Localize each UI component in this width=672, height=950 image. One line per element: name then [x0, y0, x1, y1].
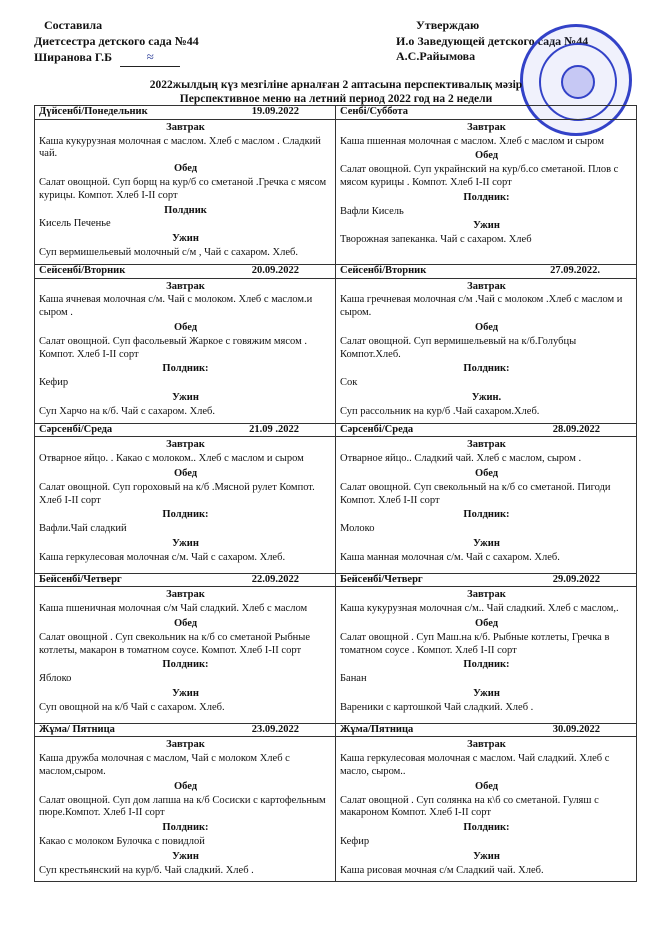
breakfast-text: Отварное яйцо.. Сладкий чай. Хлеб с маслом, сыром .	[340, 453, 582, 465]
breakfast-label: Завтрак	[166, 280, 205, 292]
compiled-name: Ширанова Г.Б	[34, 50, 113, 65]
breakfast-label: Завтрак	[166, 121, 205, 133]
day-header	[336, 574, 636, 588]
day-cell-left	[35, 264, 336, 423]
breakfast-label: Завтрак	[467, 280, 506, 292]
lunch-text: Салат овощной. Суп борщ на кур/б со сметаной .Гречка с мясом курицы. Компот. Хлеб I-II сорт	[39, 176, 327, 201]
snack-text: Сок	[340, 377, 358, 389]
menu-row	[35, 106, 637, 265]
lunch-text: Салат овощной . Суп солянка на к\б со сметаной. Гуляш с макароном Компот. Хлеб I-II сорт	[340, 794, 599, 819]
lunch-label: Обед	[474, 467, 499, 479]
snack-text: Кефир	[340, 835, 370, 847]
snack-label: Полдник:	[463, 191, 510, 203]
snack-text: Банан	[340, 673, 367, 685]
approved-name: А.С.Райымова	[396, 49, 476, 64]
lunch-label: Обед	[173, 780, 198, 792]
day-date: 19.09.2022	[251, 106, 299, 117]
compiled-position: Диетсестра детского сада №44	[34, 33, 199, 48]
dinner-label: Ужин.	[471, 391, 502, 403]
day-header	[35, 574, 335, 588]
breakfast-text: Каша геркулесовая молочная с маслом. Чай сладкий. Хлеб с масло, сыром..	[340, 753, 610, 777]
snack-label: Полдник:	[162, 363, 209, 375]
breakfast-label: Завтрак	[467, 589, 506, 601]
day-date: 29.09.2022	[552, 573, 600, 585]
dinner-label: Ужин	[172, 850, 199, 862]
snack-text: Яблоко	[39, 673, 72, 685]
dinner-text: Суп вермишельевый молочный с/м , Чай с сахаром. Хлеб.	[39, 246, 298, 258]
breakfast-label: Завтрак	[467, 739, 506, 751]
snack-label: Полдник:	[162, 822, 209, 834]
breakfast-text: Каша гречневая молочная с/м .Чай с молоком .Хлеб с маслом и сыром.	[340, 294, 623, 319]
dinner-text: Суп крестьянский на кур/б. Чай сладкий. Хлеб .	[39, 864, 254, 876]
day-date: 28.09.2022	[552, 423, 600, 435]
day-cell-right	[336, 573, 637, 723]
dinner-text: Каша рисовая мочная с/м Сладкий чай. Хлеб.	[340, 864, 544, 876]
header-left	[34, 18, 199, 67]
snack-label: Полдник:	[463, 509, 510, 521]
day-cell-right	[336, 723, 637, 882]
day-cell-left	[35, 723, 336, 882]
day-name: Жұма/ Пятница	[39, 723, 115, 735]
menu-row	[35, 573, 637, 723]
dinner-label: Ужин	[473, 220, 500, 232]
breakfast-text: Каша ячневая молочная с/м. Чай с молоком. Хлеб с маслом.и сыром .	[39, 294, 313, 319]
day-name: Бейсенбі/Четверг	[39, 573, 122, 585]
day-header	[35, 106, 335, 120]
lunch-label: Обед	[173, 617, 198, 629]
lunch-label: Обед	[173, 467, 198, 479]
day-date: 21.09 .2022	[249, 423, 299, 435]
snack-text: Вафли Кисель	[340, 205, 404, 217]
day-cell-right	[336, 106, 637, 265]
approved-position: И.о Заведующей детского сада №44	[396, 33, 589, 48]
lunch-label: Обед	[474, 617, 499, 629]
day-date: 23.09.2022	[251, 723, 299, 735]
dinner-label: Ужин	[473, 850, 500, 862]
lunch-text: Салат овощной. Суп украйнский на кур/б.со сметаной. Плов с мясом курицы . Компот. Хлеб I-II сорт	[340, 164, 619, 188]
snack-label: Полдник	[164, 204, 207, 216]
dinner-label: Ужин	[172, 233, 199, 245]
snack-text: Вафли.Чай сладкий	[39, 523, 127, 535]
snack-label: Полдник:	[162, 659, 209, 671]
menu-row	[35, 723, 637, 882]
day-header	[336, 106, 636, 120]
lunch-text: Салат овощной . Суп свекольник на к/б со сметаной Рыбные котлеты, макарон в томатном соусе. Компот. Хлеб I-II сорт	[39, 631, 311, 656]
day-cell-right	[336, 423, 637, 573]
compiled-name-line	[34, 49, 199, 67]
dinner-text: Каша манная молочная с/м. Чай с сахаром. Хлеб.	[340, 551, 560, 563]
day-name: Сенбі/Суббота	[340, 106, 408, 117]
title-kz: 2022жылдың күз мезгіліне арналған 2 аптасына перспективалық мәзір	[149, 79, 523, 91]
day-name: Сәрсенбі/Среда	[340, 423, 414, 435]
lunch-label: Обед	[474, 321, 499, 333]
day-cell-left	[35, 573, 336, 723]
menu-row	[35, 423, 637, 573]
breakfast-label: Завтрак	[166, 439, 205, 451]
lunch-text: Салат овощной. Суп дом лапша на к/б Сосиски с картофельным пюре.Компот. Хлеб I-II сорт	[39, 794, 326, 819]
snack-label: Полдник:	[463, 659, 510, 671]
snack-text: Кисель Печенье	[39, 218, 111, 230]
dinner-text: Суп рассольник на кур/б .Чай сахаром.Хлеб.	[340, 405, 540, 417]
day-header	[336, 424, 636, 438]
day-header	[35, 424, 335, 438]
day-name: Сейсенбі/Вторник	[39, 264, 126, 276]
lunch-label: Обед	[173, 321, 198, 333]
day-header	[35, 724, 335, 738]
day-header	[336, 724, 636, 738]
title-ru: Перспективное меню на летний период 2022 год на 2 недели	[179, 93, 493, 105]
lunch-text: Салат овощной. Суп свекольный на к/б со сметаной. Пигоди Компот. Хлеб I-II сорт	[340, 481, 611, 506]
snack-text: Молоко	[340, 523, 375, 535]
signature-icon: ≈	[120, 49, 180, 67]
day-cell-left	[35, 106, 336, 265]
approved-title: Утверждаю	[416, 18, 480, 32]
day-name: Дүйсенбі/Понедельник	[39, 106, 148, 117]
day-date: 30.09.2022	[552, 723, 600, 735]
day-name: Сәрсенбі/Среда	[39, 423, 113, 435]
breakfast-text: Каша кукурузная молочная с/м.. Чай сладкий. Хлеб с маслом,.	[340, 603, 619, 615]
lunch-text: Салат овощной. Суп вермишельевый на к/б.Голубцы Компот.Хлеб.	[340, 335, 577, 360]
snack-text: Кефир	[39, 377, 69, 389]
snack-label: Полдник:	[463, 822, 510, 834]
day-cell-left	[35, 423, 336, 573]
day-cell-right	[336, 264, 637, 423]
compiled-title: Составила	[44, 18, 103, 32]
lunch-text: Салат овощной. Суп фасольевый Жаркое с говяжим мясом . Компот. Хлеб I-II сорт	[39, 335, 307, 360]
dinner-label: Ужин	[172, 391, 199, 403]
day-date: 27.09.2022.	[550, 264, 600, 276]
breakfast-label: Завтрак	[166, 589, 205, 601]
lunch-label: Обед	[173, 163, 198, 175]
lunch-label: Обед	[474, 150, 499, 162]
lunch-text: Салат овощной. Суп гороховый на к/б .Мясной рулет Компот. Хлеб I-II сорт	[39, 481, 315, 506]
breakfast-label: Завтрак	[166, 739, 205, 751]
dinner-label: Ужин	[172, 537, 199, 549]
snack-label: Полдник:	[463, 363, 510, 375]
breakfast-label: Завтрак	[467, 121, 506, 133]
dinner-text: Творожная запеканка. Чай с сахаром. Хлеб	[340, 234, 532, 246]
dinner-text: Вареники с картошкой Чай сладкий. Хлеб .	[340, 701, 534, 713]
breakfast-text: Отварное яйцо. . Какао с молоком.. Хлеб с маслом и сыром	[39, 453, 304, 465]
dinner-text: Каша геркулесовая молочная с/м. Чай с сахаром. Хлеб.	[39, 551, 286, 563]
day-date: 20.09.2022	[251, 264, 299, 276]
lunch-text: Салат овощной . Суп Маш.на к/б. Рыбные котлеты, Гречка в томатном соусе . Компот. Хлеб I-II сорт	[340, 631, 610, 656]
lunch-label: Обед	[474, 780, 499, 792]
snack-label: Полдник:	[162, 509, 209, 521]
dinner-label: Ужин	[473, 687, 500, 699]
day-name: Сейсенбі/Вторник	[340, 264, 427, 276]
dinner-text: Суп овощной на к/б Чай с сахаром. Хлеб.	[39, 701, 225, 713]
day-header	[336, 265, 636, 279]
dinner-label: Ужин	[172, 687, 199, 699]
dinner-text: Суп Харчо на к/б. Чай с сахаром. Хлеб.	[39, 405, 216, 417]
breakfast-text: Каша кукурузная молочная с маслом. Хлеб с маслом . Сладкий чай.	[39, 135, 321, 160]
snack-text: Какао с молоком Булочка с повидлой	[39, 835, 205, 847]
day-name: Бейсенбі/Четверг	[340, 573, 423, 585]
breakfast-text: Каша дружба молочная с маслом, Чай с молоком Хлеб с маслом,сыром.	[39, 753, 290, 777]
menu-row	[35, 264, 637, 423]
day-date: 22.09.2022	[251, 573, 299, 585]
breakfast-text: Каша пшеничная молочная с/м Чай сладкий. Хлеб с маслом	[39, 603, 308, 615]
breakfast-label: Завтрак	[467, 439, 506, 451]
day-name: Жұма/Пятница	[340, 723, 414, 735]
menu-table	[34, 105, 637, 882]
day-header	[35, 265, 335, 279]
dinner-label: Ужин	[473, 537, 500, 549]
breakfast-text: Каша пшенная молочная с маслом. Хлеб с маслом и сыром	[340, 135, 605, 147]
